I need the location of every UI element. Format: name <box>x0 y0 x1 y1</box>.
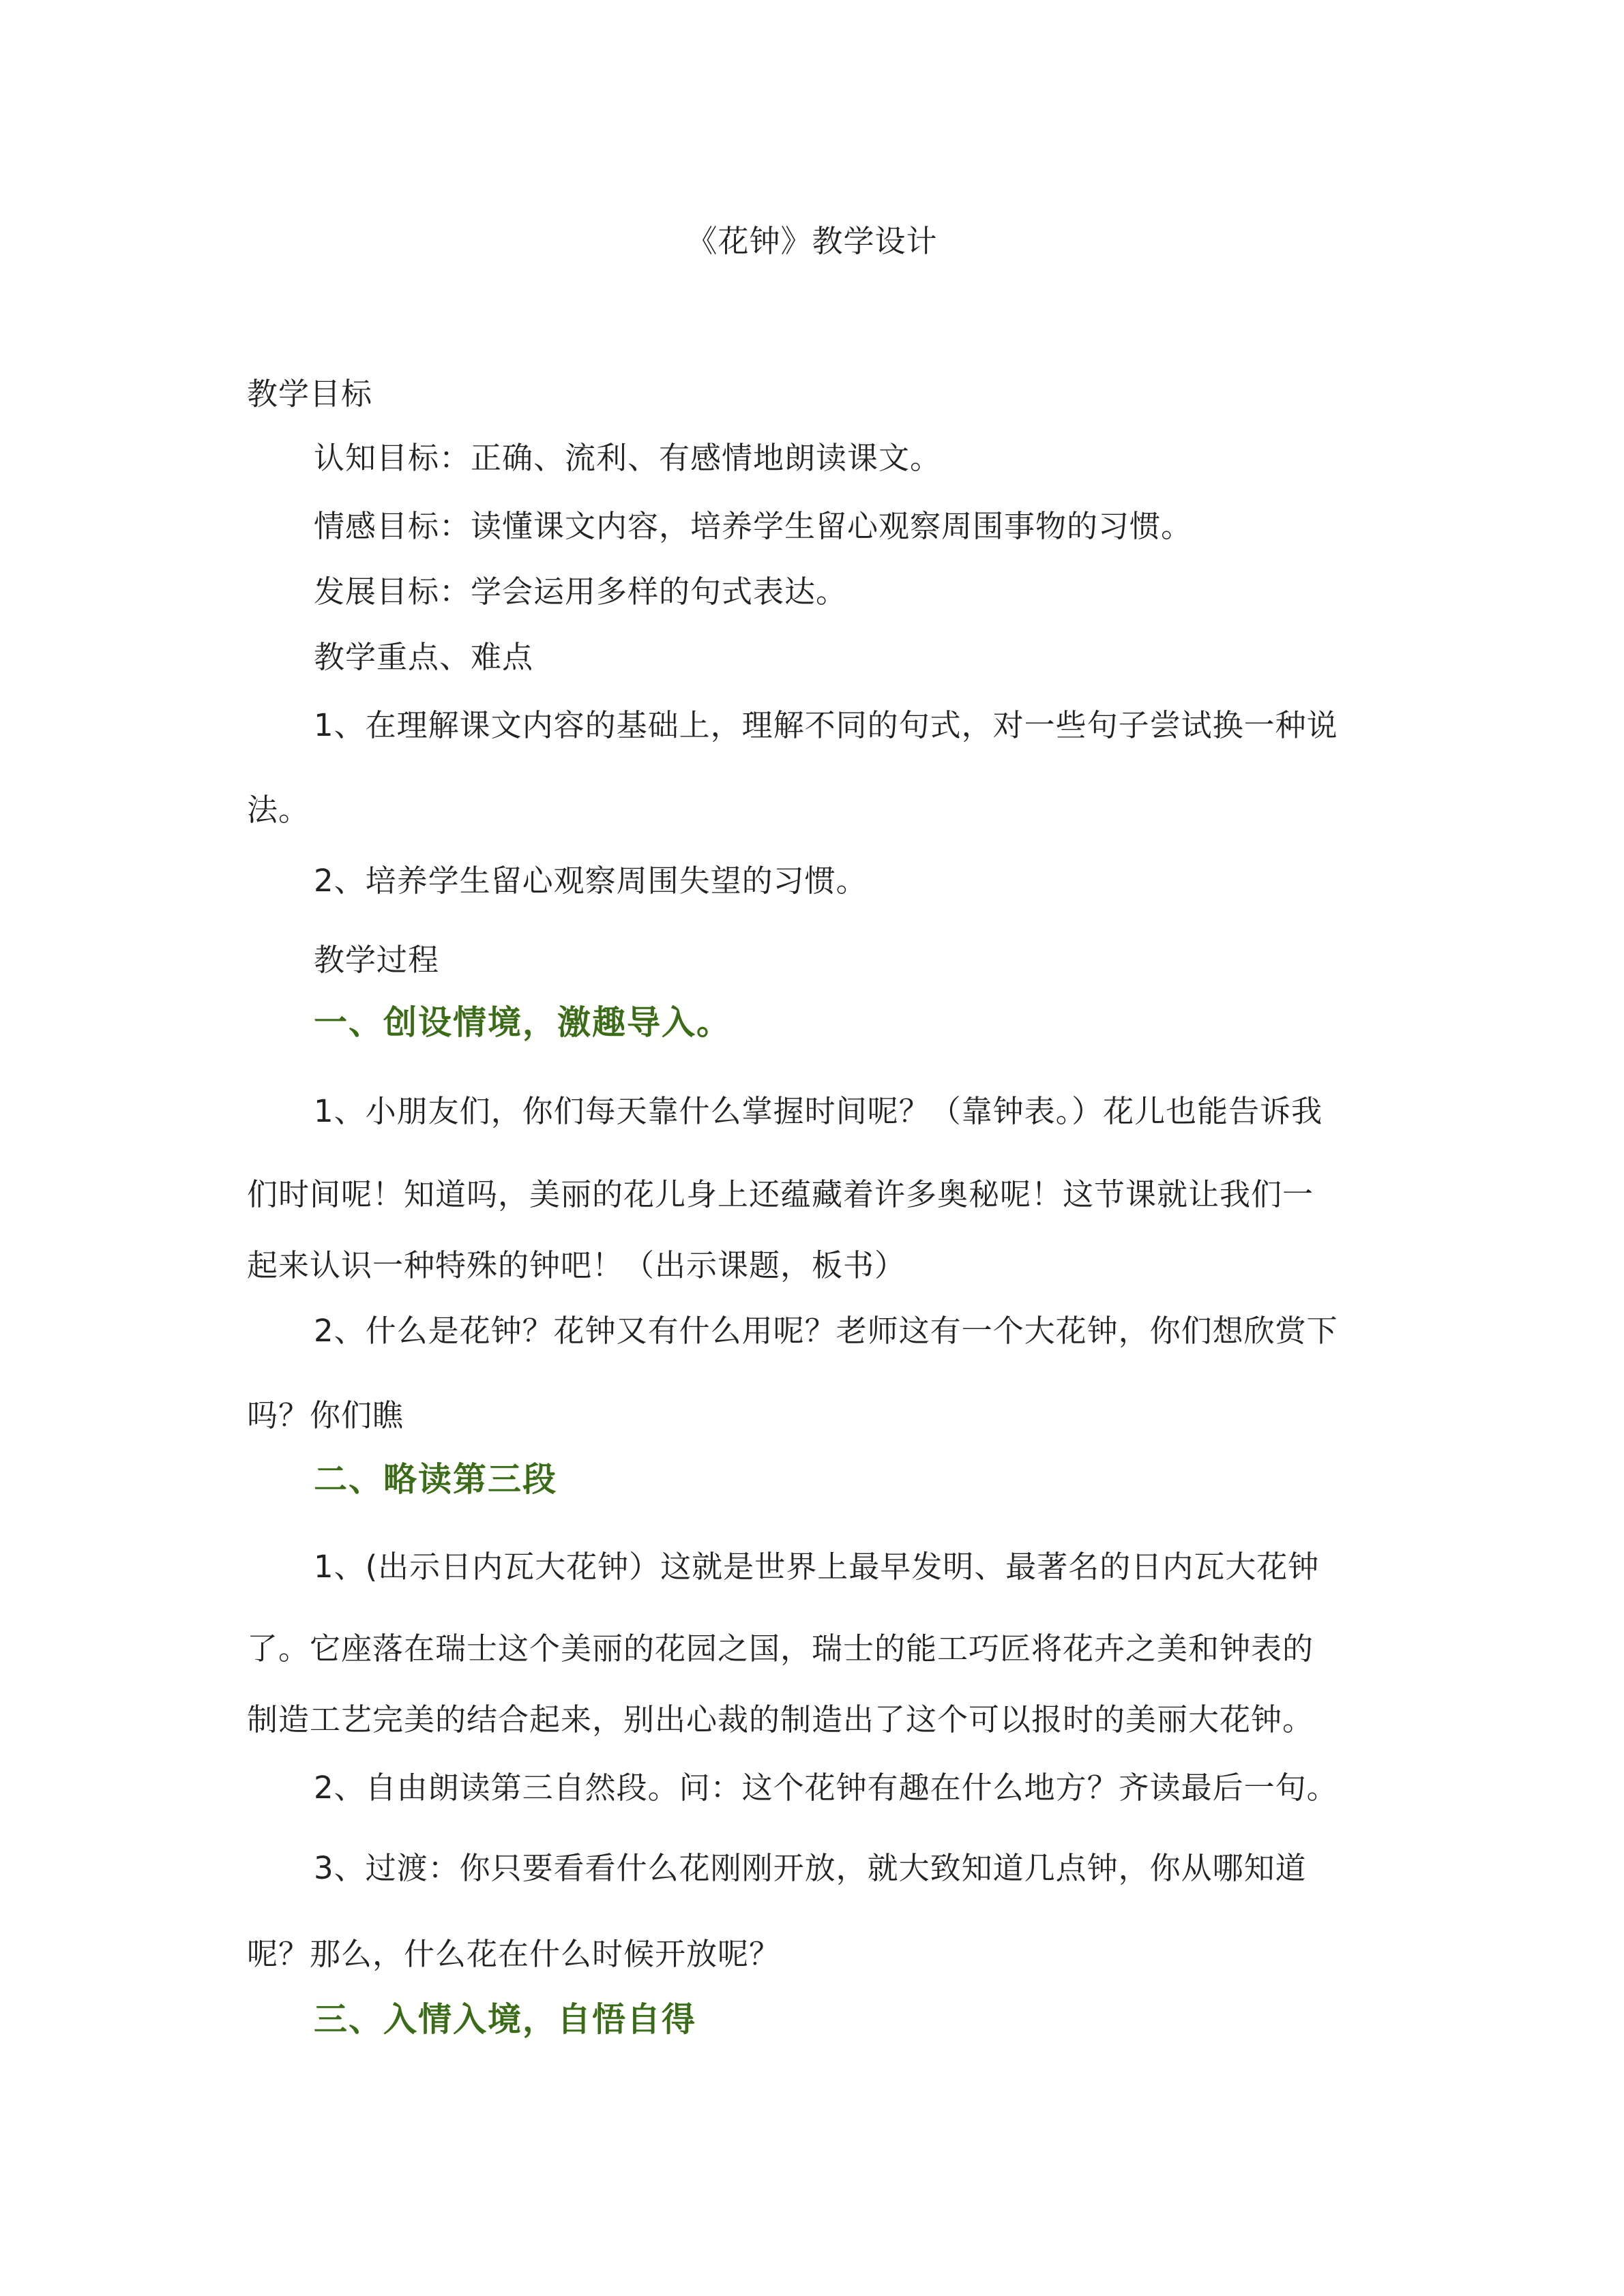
h1-item2-line1: 2、什么是花钟？花钟又有什么用呢？老师这有一个大花钟，你们想欣赏下 <box>314 1313 1338 1349</box>
section-heading-2: 二、略读第三段 <box>314 1460 558 1499</box>
h2-item1-line3: 制造工艺完美的结合起来，别出心裁的制造出了这个可以报时的美丽大花钟。 <box>247 1701 1314 1738</box>
h2-item3-line1: 3、过渡：你只要看看什么花刚刚开放，就大致知道几点钟，你从哪知道 <box>314 1850 1307 1886</box>
objective-emotional: 情感目标：读懂课文内容，培养学生留心观察周围事物的习惯。 <box>314 508 1193 544</box>
key-point-1-line1: 1、在理解课文内容的基础上，理解不同的句式，对一些句子尝试换一种说 <box>314 707 1338 743</box>
key-points-label: 教学重点、难点 <box>314 639 534 675</box>
h2-item2: 2、自由朗读第三自然段。问：这个花钟有趣在什么地方？齐读最后一句。 <box>314 1770 1338 1806</box>
section-heading-3: 三、入情入境，自悟自得 <box>314 2000 697 2039</box>
process-label: 教学过程 <box>314 942 440 978</box>
objectives-label: 教学目标 <box>247 376 373 412</box>
h2-item3-line2: 呢？那么，什么花在什么时候开放呢？ <box>247 1936 781 1972</box>
key-point-1-line2: 法。 <box>247 792 310 828</box>
h2-item1-line1: 1、(出示日内瓦大花钟）这就是世界上最早发明、最著名的日内瓦大花钟 <box>314 1549 1320 1585</box>
objective-cognitive: 认知目标：正确、流利、有感情地朗读课文。 <box>314 440 942 476</box>
key-point-2: 2、培养学生留心观察周围失望的习惯。 <box>314 863 868 899</box>
h1-item1-line2: 们时间呢！知道吗，美丽的花儿身上还蕴藏着许多奥秘呢！这节课就让我们一 <box>247 1176 1314 1212</box>
objective-development: 发展目标：学会运用多样的句式表达。 <box>314 573 848 610</box>
document-title: 《花钟》教学设计 <box>686 223 938 259</box>
h1-item1-line3: 起来认识一种特殊的钟吧！（出示课题，板书） <box>247 1247 906 1283</box>
section-heading-1: 一、创设情境，激趣导入。 <box>314 1003 732 1042</box>
h2-item1-line2: 了。它座落在瑞士这个美丽的花园之国，瑞士的能工巧匠将花卉之美和钟表的 <box>247 1630 1314 1667</box>
h1-item1-line1: 1、小朋友们，你们每天靠什么掌握时间呢？（靠钟表。）花儿也能告诉我 <box>314 1093 1323 1129</box>
h1-item2-line2: 吗？你们瞧 <box>247 1397 404 1433</box>
